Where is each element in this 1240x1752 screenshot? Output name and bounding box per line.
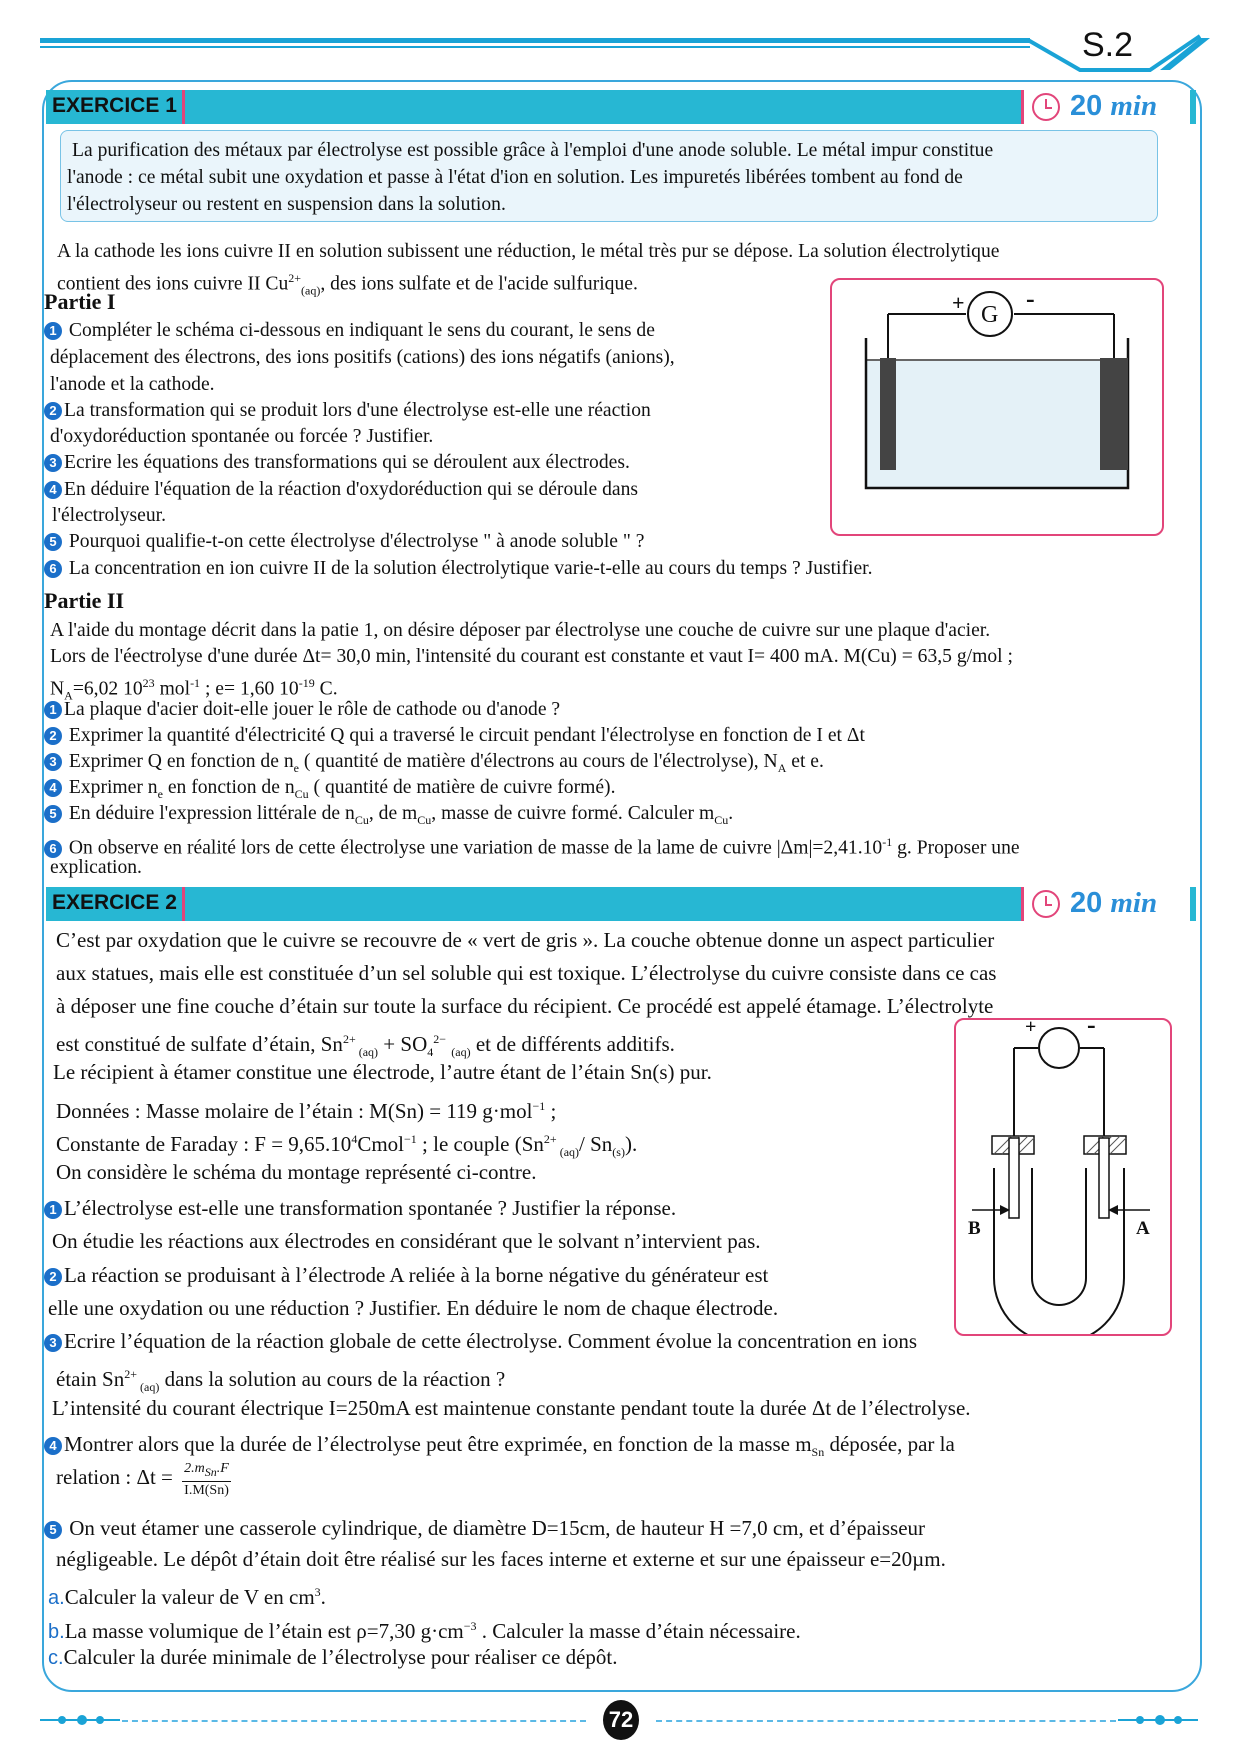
footer-line-right	[656, 1720, 1116, 1722]
number-badge: 4	[44, 1437, 62, 1455]
page-number: 72	[603, 1700, 639, 1740]
part1-q1-line1: 1 Compléter le schéma ci-dessous en indiquant le sens du courant, le sens de	[44, 319, 655, 343]
part2-q5: 5 En déduire l'expression littérale de $n_{Cu}$, de $m_{Cu}$, masse de cuivre formé. Calculer $m_{Cu}$.	[44, 802, 733, 832]
electrode-a-label: A	[1136, 1218, 1150, 1239]
clock-icon	[1032, 890, 1060, 918]
exercise2-time-value: 20	[1070, 887, 1103, 919]
footer-right-ornament-icon	[1118, 1712, 1198, 1728]
number-badge: 3	[44, 753, 62, 771]
number-badge: 5	[44, 533, 62, 551]
ex2-q4b: relation : Δt = $\frac{2.m_{Sn}.F}{I.M(Sn)}$	[56, 1461, 229, 1498]
ex2-p2: aux statues, mais elle est constituée d’un sel soluble qui est toxique. L’électrolyse du cuivre consiste dans ce cas	[56, 961, 997, 985]
page-code: S.2	[1082, 26, 1134, 64]
ex2-q3a: 3 Ecrire l’équation de la réaction globale de cette électrolyse. Comment évolue la concentration en ions	[44, 1327, 917, 1355]
ex2-qa: a.Calculer la valeur de V en $cm^3$.	[48, 1585, 326, 1609]
part2-q2: 2 Exprimer la quantité d'électricité Q qui a traversé le circuit pendant l'électrolyse en fonction de I et Δt	[44, 724, 865, 748]
exercise2-time	[1021, 887, 1190, 921]
ex2-p6: Données : Masse molaire de l’étain : M(Sn) = 119 g·mol$^{-1}$ ;	[56, 1099, 557, 1123]
u-tube-electrolysis-diagram	[954, 1018, 1170, 1334]
number-badge: 6	[44, 560, 62, 578]
ex2-p5: Le récipient à étamer constitue une électrode, l’autre étant de l’étain Sn(s) pur.	[53, 1060, 712, 1084]
part2-intro-1: A l'aide du montage décrit dans la patie 1, on désire déposer par électrolyse une couche de cuivre sur une plaque d'acier.	[50, 620, 991, 641]
number-badge: 6	[44, 840, 62, 858]
part1-q1-line2: déplacement des électrons, des ions positifs (cations) des ions négatifs (anions),	[50, 347, 675, 368]
part2-intro-3: $N_A=6,02$ $10^{23}$ mol$^{-1}$ ; e= 1,60 $10^{-19}$ C.	[50, 676, 338, 703]
number-badge: 2	[44, 727, 62, 745]
exercise2-title: EXERCICE 2	[52, 891, 177, 914]
ex2-p1: C’est par oxydation que le cuivre se recouvre de « vert de gris ». La couche obtenue donne un aspect particulier	[56, 928, 995, 952]
number-badge: 2	[44, 402, 62, 420]
ex2-p8: On considère le schéma du montage représenté ci-contre.	[56, 1160, 537, 1184]
galvanometer-label: G	[981, 302, 999, 328]
footer-line-left	[122, 1720, 586, 1722]
ex2-p3: à déposer une fine couche d’étain sur toute la surface du récipient. Ce procédé est appelé étamage. L’électrolyte	[56, 994, 994, 1018]
intro-line-3: l'électrolyseur ou restent en suspension dans la solution.	[67, 194, 506, 215]
number-badge: 3	[44, 454, 62, 472]
part2-q3: 3 Exprimer Q en fonction de $n_e$ ( quantité de matière d'électrons au cours de l'électrolyse), $N_A$ et e.	[44, 750, 824, 780]
exercise2-separator	[182, 887, 185, 921]
number-badge: 1	[44, 1201, 62, 1219]
part2-q6-line2: explication.	[50, 857, 142, 878]
number-badge: 5	[44, 1521, 62, 1539]
intro-line-1: La purification des métaux par électrolyse est possible grâce à l'emploi d'une anode soluble. Le métal impur constitue	[72, 140, 994, 161]
number-badge: 4	[44, 481, 62, 499]
part1-q4-line2: l'électrolyseur.	[52, 505, 166, 526]
part1-q6: 6 La concentration en ion cuivre II de la solution électrolytique varie-t-elle au cours du temps ? Justifier.	[44, 557, 873, 581]
ex2-p7: Constante de Faraday : $F = 9,65.10^4Cmol^{-1}$ ; le couple ($Sn^{2+}$ $_{(aq)}$/ $Sn_{(s)}$).	[56, 1132, 638, 1160]
part2-title: Partie II	[44, 588, 125, 613]
exercise1-time-value: 20	[1070, 90, 1103, 122]
part1-q3: 3 Ecrire les équations des transformations qui se déroulent aux électrodes.	[44, 451, 630, 475]
footer-left-ornament-icon	[40, 1712, 120, 1728]
ex2-q3b: étain $Sn^{2+}$ $_{(aq)}$ dans la solution au cours de la réaction ?	[56, 1367, 506, 1395]
part1-q2-line1: 2 La transformation qui se produit lors d'une électrolyse est-elle une réaction	[44, 399, 651, 423]
part2-q4: 4 Exprimer $n_e$ en fonction de $n_{Cu}$ ( quantité de matière de cuivre formé).	[44, 776, 615, 806]
number-badge: 5	[44, 805, 62, 823]
part1-q2-line2: d'oxydoréduction spontanée ou forcée ? Justifier.	[50, 426, 434, 447]
ex2-qb: b.La masse volumique de l’étain est ρ=7,30 $g\cdot cm^{-3}$ . Calculer la masse d’étain nécessaire.	[48, 1619, 801, 1643]
ex2-p4: est constitué de sulfate d’étain, $Sn^{2+}$ $_{(aq)} + SO_4^{2-}$ $_{(aq)}$ et de différents additifs.	[56, 1032, 675, 1060]
part2-q6: 6 On observe en réalité lors de cette électrolyse une variation de masse de la lame de cuivre $|\Delta m|=2,41.10^{-1}$ g. Proposer une	[44, 830, 1020, 861]
exercise1-bar	[46, 90, 1196, 124]
ex2-q4a: 4 Montrer alors que la durée de l’électrolyse peut être exprimée, en fonction de la masse $m_{Sn}$ déposée, par la	[44, 1430, 955, 1466]
number-badge: 1	[44, 322, 62, 340]
ex2-q1b: On étudie les réactions aux électrodes en considérant que le solvant n’intervient pas.	[52, 1229, 761, 1253]
part2-intro-2: Lors de l'éectrolyse d'une durée Δt= 30,0 min, l'intensité du courant est constante et vaut I= 400 mA. M(Cu) = 63,5 g/mol ;	[50, 646, 1013, 667]
part1-q4-line1: 4 En déduire l'équation de la réaction d'oxydoréduction qui se déroule dans	[44, 478, 638, 502]
exercise1-time-unit: min	[1110, 90, 1158, 122]
figure1-plus-label: +	[952, 290, 965, 315]
exercise2-bar	[46, 887, 1196, 921]
part1-title: Partie I	[44, 289, 116, 314]
clock-icon	[1032, 93, 1060, 121]
figure2-plus-label: +	[1025, 1016, 1037, 1038]
ex2-current: L’intensité du courant électrique I=250mA est maintenue constante pendant toute la durée Δt de l’électrolyse.	[52, 1396, 971, 1420]
ex2-q2b: elle une oxydation ou une réduction ? Justifier. En déduire le nom de chaque électrode.	[48, 1296, 779, 1320]
header-line-bottom	[40, 46, 1030, 48]
number-badge: 1	[44, 701, 62, 719]
part2-q1: 1 La plaque d'acier doit-elle jouer le rôle de cathode ou d'anode ?	[44, 698, 560, 722]
context-line-2: contient des ions cuivre II $Cu^{2+}_{(aq)}$, des ions sulfate et de l'acide sulfurique.	[57, 271, 638, 298]
exercise1-time	[1021, 90, 1190, 124]
ex2-q5a: 5 On veut étamer une casserole cylindrique, de diamètre D=15cm, de hauteur H =7,0 cm, et d’épaisseur	[44, 1514, 925, 1542]
ex2-q2a: 2 La réaction se produisant à l’électrode A reliée à la borne négative du générateur est	[44, 1261, 768, 1289]
electrode-b-label: B	[968, 1218, 981, 1239]
ex2-qc: c.Calculer la durée minimale de l’électrolyse pour réaliser ce dépôt.	[48, 1645, 618, 1669]
intro-line-2: l'anode : ce métal subit une oxydation et passe à l'état d'ion en solution. Les impuretés libérées tombent au fond de	[67, 167, 963, 188]
context-line-1: A la cathode les ions cuivre II en solution subissent une réduction, le métal très pur se dépose. La solution électrolytique	[57, 241, 1000, 262]
ex2-q1: 1 L’électrolyse est-elle une transformation spontanée ? Justifier la réponse.	[44, 1194, 676, 1222]
delta-t-formula: $\frac{2.m_{Sn}.F}{I.M(Sn)}$	[184, 1461, 229, 1498]
number-badge: 4	[44, 779, 62, 797]
exercise2-time-unit: min	[1110, 887, 1158, 919]
part1-q1-line3: l'anode et la cathode.	[50, 374, 215, 395]
exercise1-separator	[182, 90, 185, 124]
figure2-minus-label: -	[1087, 1010, 1096, 1039]
ex2-q5b: négligeable. Le dépôt d’étain doit être réalisé sur les faces interne et externe et sur une épaisseur e=20µm.	[56, 1547, 946, 1571]
figure1-minus-label: -	[1026, 284, 1035, 313]
header-line-top	[40, 38, 1030, 43]
number-badge: 2	[44, 1268, 62, 1286]
number-badge: 3	[44, 1334, 62, 1352]
exercise1-title: EXERCICE 1	[52, 94, 177, 117]
part1-q5: 5 Pourquoi qualifie-t-on cette électrolyse d'électrolyse " à anode soluble " ?	[44, 530, 644, 554]
